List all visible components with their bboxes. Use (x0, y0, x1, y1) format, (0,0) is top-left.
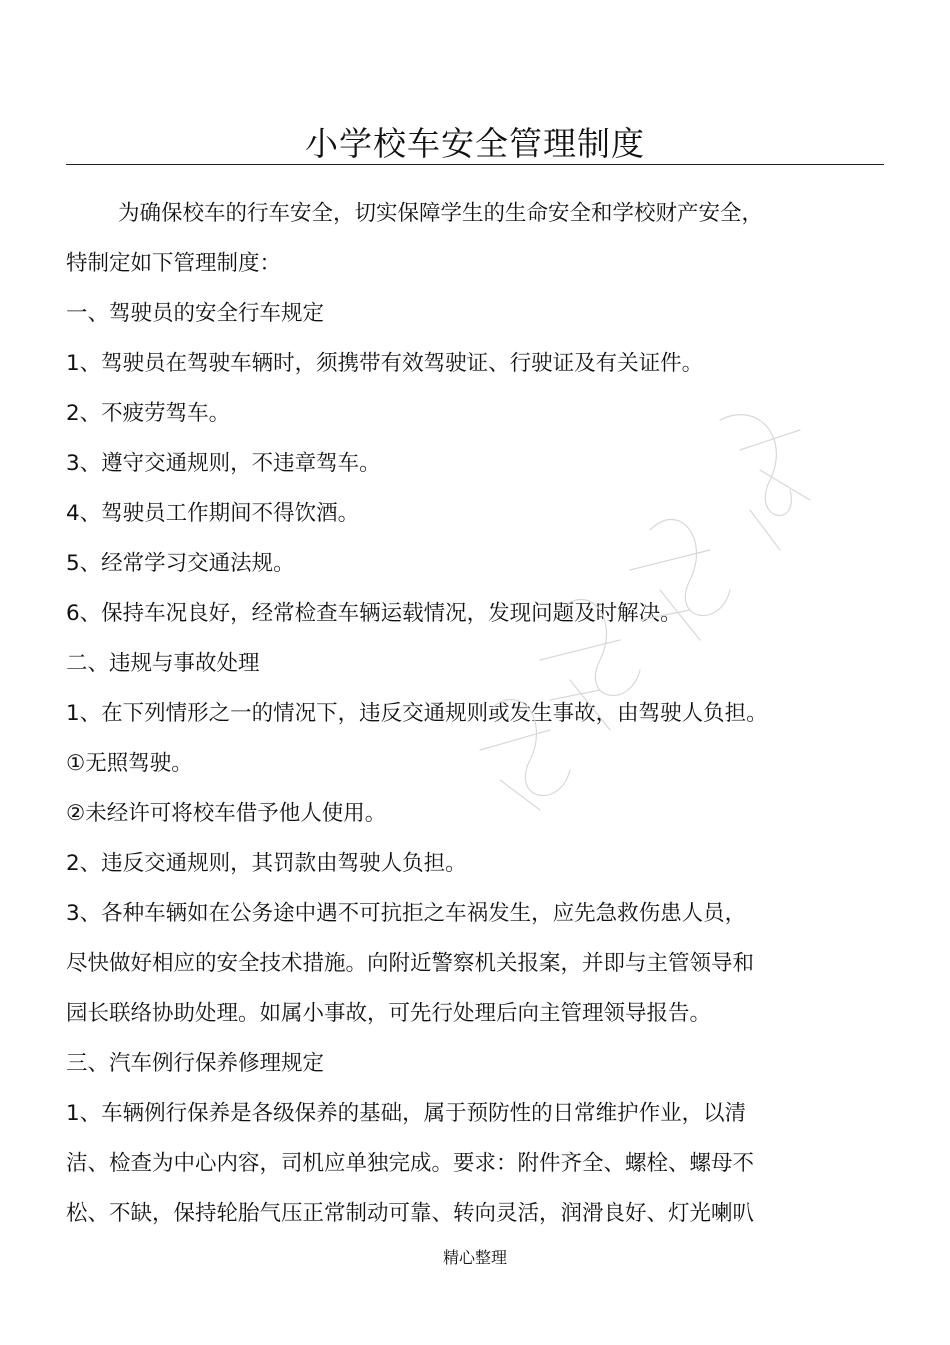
section-heading: 一、驾驶员的安全行车规定 (66, 301, 325, 326)
list-item: 4、驾驶员工作期间不得饮酒。 (66, 501, 360, 526)
section-heading: 二、违规与事故处理 (66, 651, 260, 676)
list-item: 1、车辆例行保养是各级保养的基础，属于预防性的日常维护作业，以清 (66, 1101, 747, 1126)
list-item: 5、经常学习交通法规。 (66, 551, 295, 576)
paragraph-line: 尽快做好相应的安全技术措施。向附近警察机关报案，并即与主管领导和 (66, 951, 755, 976)
paragraph-line: 松、不缺，保持轮胎气压正常制动可靠、转向灵活，润滑良好、灯光喇叭 (66, 1201, 755, 1226)
list-item: ②未经许可将校车借予他人使用。 (66, 801, 387, 826)
page-title: 小学校车安全管理制度 (305, 124, 645, 163)
paragraph-line: 特制定如下管理制度： (66, 251, 282, 276)
list-item: ①无照驾驶。 (66, 751, 193, 776)
page-footer: 精心整理 (442, 1248, 507, 1267)
list-item: 3、各种车辆如在公务途中遇不可抗拒之车祸发生，应先急救伤患人员， (66, 901, 747, 926)
list-item: 1、驾驶员在驾驶车辆时，须携带有效驾驶证、行驶证及有关证件。 (66, 351, 704, 376)
list-item: 6、保持车况良好，经常检查车辆运载情况，发现问题及时解决。 (66, 601, 682, 626)
list-item: 1、在下列情形之一的情况下，违反交通规则或发生事故，由驾驶人负担。 (66, 701, 768, 726)
list-item: 3、遵守交通规则，不违章驾车。 (66, 451, 381, 476)
list-item: 2、违反交通规则，其罚款由驾驶人负担。 (66, 851, 467, 876)
paragraph-line: 为确保校车的行车安全，切实保障学生的生命安全和学校财产安全， (118, 201, 764, 226)
title-rule (66, 164, 884, 165)
paragraph-line: 洁、检查为中心内容，司机应单独完成。要求：附件齐全、螺栓、螺母不 (66, 1151, 755, 1176)
paragraph-line: 园长联络协助处理。如属小事故，可先行处理后向主管理领导报告。 (66, 1001, 712, 1026)
section-heading: 三、汽车例行保养修理规定 (66, 1051, 325, 1076)
list-item: 2、不疲劳驾车。 (66, 401, 231, 426)
